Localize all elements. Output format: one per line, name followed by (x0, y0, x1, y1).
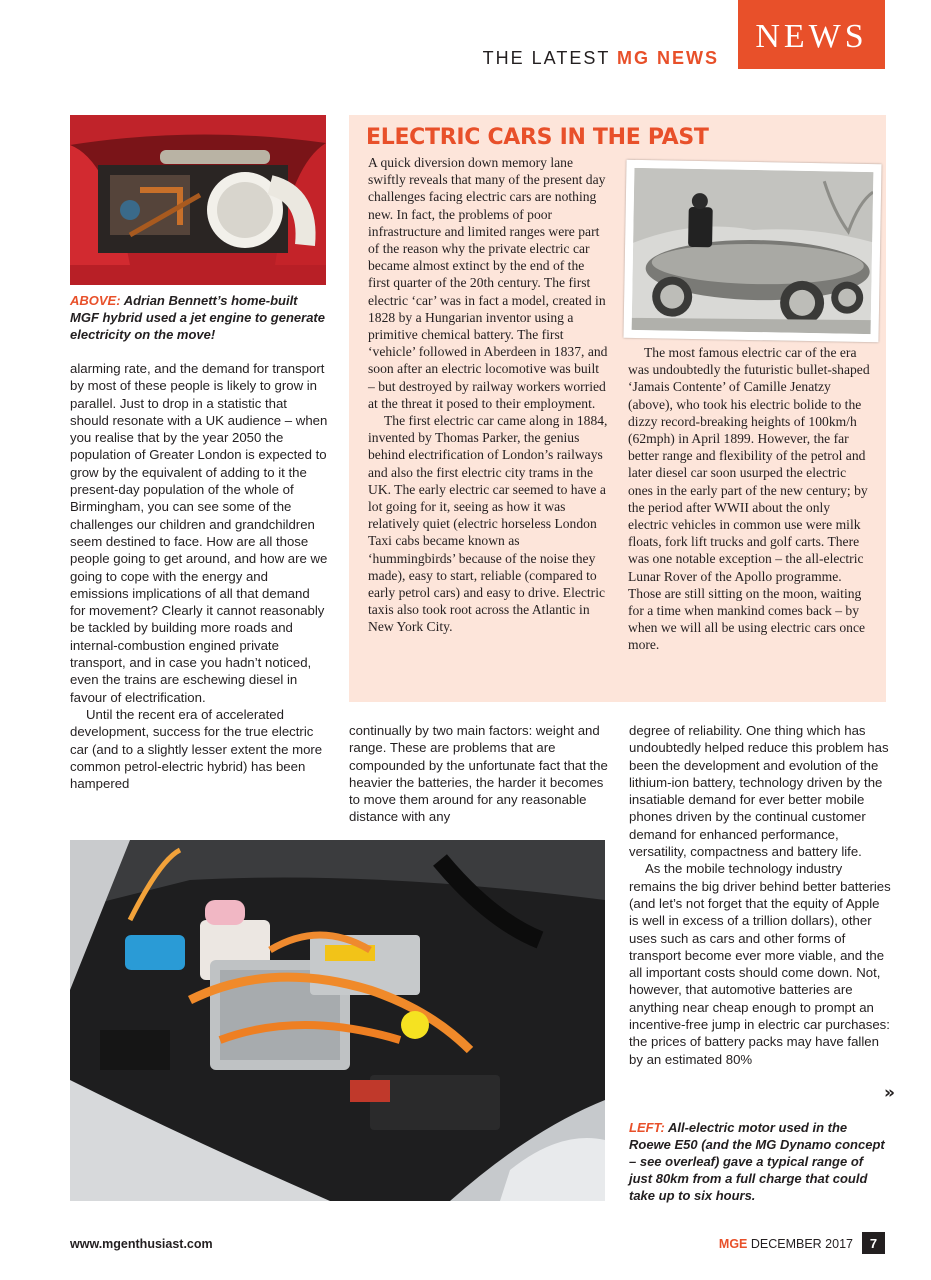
page-number-text: 7 (869, 1235, 878, 1251)
sidebar-paragraph: The first electric car came along in 1884, invented by Thomas Parker, the genius behind electrification of London’s railways and also the first electric city trams in the UK. The early electric car seemed to have a lot going for it, seeing as how it was relatively quiet (electric horseless London Taxi cabs became known as ‘hummingbirds’ because of the noise they made), easy to start, reliable (compared to early petrol cars) and easy to drive. Electric taxis also took root across the Atlantic in New York City. (368, 413, 608, 635)
news-tab (738, 0, 885, 69)
article-paragraph: Until the recent era of accelerated development, success for the true electric car (and to a slightly lesser extent the more common petrol-electric hybrid) has been hampered (70, 706, 323, 792)
caption-left-text: All-electric motor used in the Roewe E50 (and the MG Dynamo concept – see overleaf) gave a typical range of just 80km from a full charge that could take up to six hours. (629, 1120, 885, 1203)
section-header (483, 48, 719, 69)
page-number (862, 1232, 885, 1254)
sidebar-paragraph: The most famous electric car of the era was undoubtedly the futuristic bullet-shaped ‘Jamais Contente’ of Camille Jenatzy (above), who took his electric bolide to the dizzy record-breaking heights of 100km/h (62mph) in April 1899. However, the far better range and flexibility of the petrol and later diesel car soon usurped the electric ones in the early part of the new century; by the period after WWII about the only electric vehicles in common use were milk floats, fork lift trucks and golf carts. There was one notable exception – the all-electric Lunar Rover of the Apollo programme. Those are still sitting on the moon, waiting for a time when mankind comes back – by when we will all be using electric cars once more. (628, 345, 870, 653)
article-paragraph: As the mobile technology industry remains the big driver behind better batteries (and let’s not forget that the equity of Apple is well in excess of a trillion dollars), other uses such as cars and other forms of transport become ever more viable, and the all important costs should come down. Not, however, that automotive batteries are anything near cheap enough to prompt an incentive-free jump in electric car purchases: the prices of battery packs may have fallen by an estimated 80% (629, 861, 891, 1067)
footer-issue-date: DECEMBER 2017 (747, 1237, 853, 1251)
header-latest-prefix: THE LATEST (482, 48, 617, 68)
sidebar-title: ELECTRIC CARS IN THE PAST (366, 125, 709, 150)
article-paragraph: degree of reliability. One thing which has undoubtedly helped reduce this problem has been the development and evolution of the lithium-ion battery, technology driven by the insatiable demand for ever better mobile phones driven by the continual customer demand for enhanced performance, versatility, compactness and battery life. (629, 723, 889, 860)
header-latest-accent: MG NEWS (617, 48, 719, 68)
continue-arrow-icon: » (884, 1083, 895, 1103)
article-paragraph: alarming rate, and the demand for transport by most of these people is likely to grow in parallel. Just to drop in a statistic that should resonate with a UK audience – when you realise that by the year 2050 the population of Greater London is expected to grow by the equivalent of adding to it the present-day population of the whole of Birmingham, you can see some of the challenges our children and grandchildren seem destined to face. How are all those people going to get around, and how are we going to cope with the energy and emissions implications of all that demand for movement? Clearly it cannot reasonably be tackled by building more roads and internal-combustion engined private transport, and in case you hadn’t noticed, even the trains are eschewing diesel in favour of electrification. (70, 361, 328, 705)
caption-above-lead: ABOVE: (70, 293, 121, 308)
article-column-1 (70, 360, 328, 792)
footer-issue (719, 1237, 853, 1251)
roewe-e50-motor-photo (70, 840, 605, 1201)
sidebar-paragraph: A quick diversion down memory lane swiftly reveals that many of the present day challenges facing electric cars are nothing new. In fact, the problems of poor infrastructure and limited ranges were part of the reason why the private electric car became almost extinct by the end of the first quarter of the 20th century. The first electric ‘car’ was in fact a model, created in 1828 by a Hungarian inventor using a primitive chemical battery. The first ‘vehicle’ followed in Aberdeen in 1837, and soon after an electric locomotive was built – but destroyed by railway workers worried at the threat it posed to their employment. (368, 155, 608, 411)
article-column-3 (629, 722, 891, 1068)
article-paragraph: continually by two main factors: weight and range. These are problems that are compounded by the unfortunate fact that the heavier the batteries, the harder it becomes to move them around for any reasonable distance with any (349, 723, 608, 825)
caption-left-lead: LEFT: (629, 1120, 665, 1135)
sidebar-column-1 (368, 154, 608, 636)
jamais-contente-photo (623, 160, 881, 342)
sidebar-column-2 (628, 344, 873, 654)
sidebar-electric-cars-past (349, 115, 886, 702)
article-column-2 (349, 722, 611, 826)
mgf-hybrid-photo (70, 115, 326, 285)
photo-caption-above (70, 292, 328, 343)
footer-magazine: MGE (718, 1237, 748, 1251)
news-tab-label: NEWS (755, 17, 868, 55)
footer-website-link[interactable]: www.mgenthusiast.com (70, 1237, 213, 1251)
caption-above-text: Adrian Bennett’s home-built MGF hybrid used a jet engine to generate electricity on the move! (70, 293, 325, 342)
photo-caption-left (629, 1119, 887, 1204)
